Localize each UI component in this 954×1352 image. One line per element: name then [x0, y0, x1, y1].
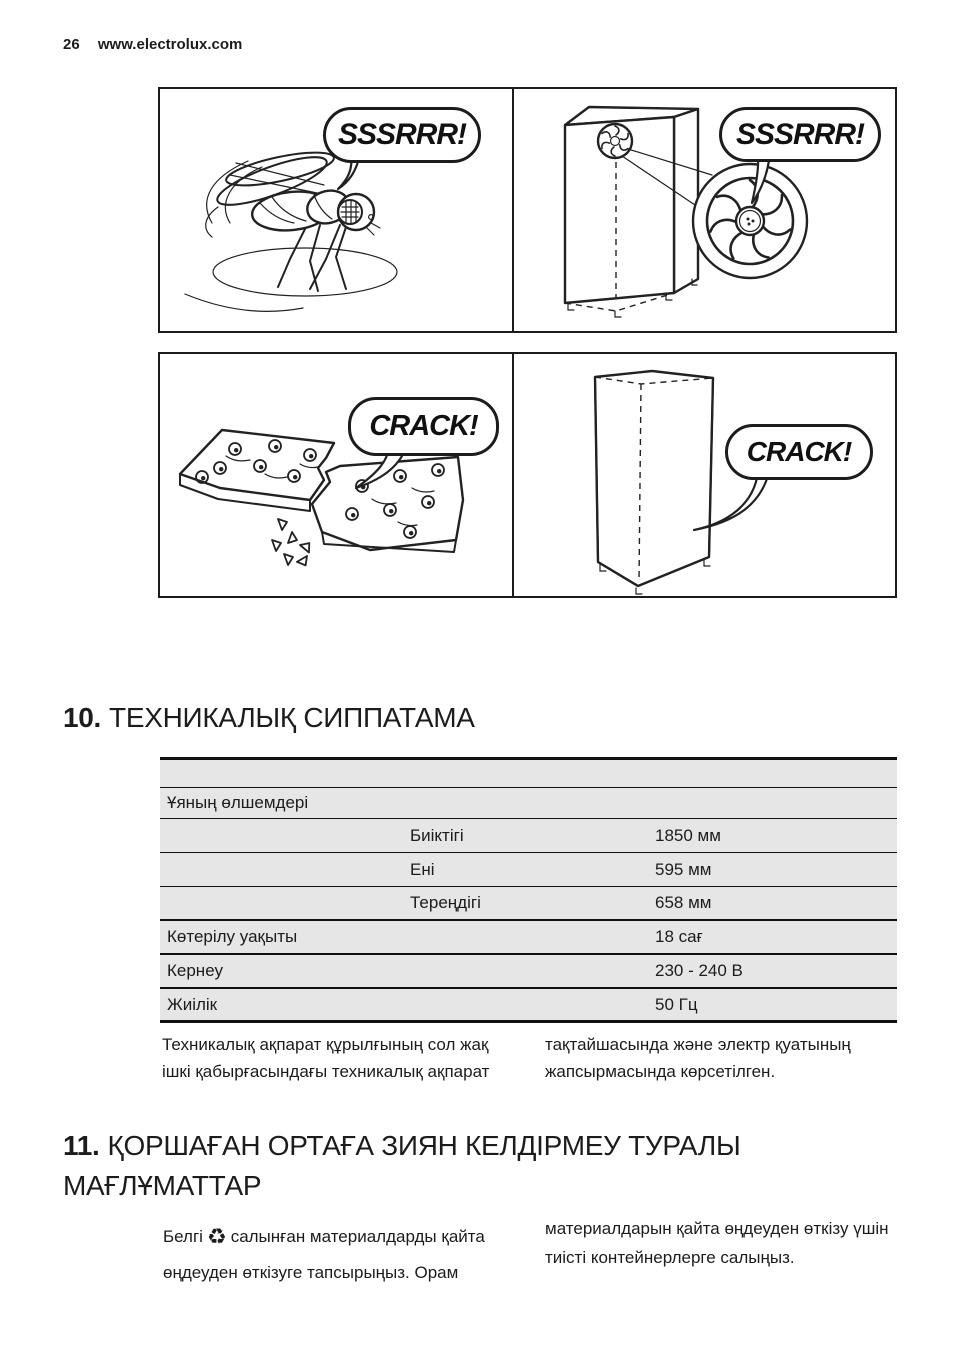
speech-bubble: CRACK!	[348, 397, 499, 456]
spec-value: 230 - 240 В	[655, 961, 743, 980]
spec-label: Жиілік	[167, 994, 218, 1014]
recycle-icon: ♻	[206, 1225, 227, 1250]
tech-note-right: тақтайшасында және электр қуатының жапсырмасында көрсетілген.	[545, 1035, 851, 1081]
cracked-cookie-illustration	[160, 354, 512, 595]
page-number: 26	[63, 36, 80, 53]
fly-legs	[278, 223, 346, 291]
table-header-band	[160, 757, 897, 787]
spec-value: 50 Гц	[655, 994, 698, 1014]
panel-divider	[512, 89, 514, 331]
fridge-icon	[595, 371, 713, 594]
environment-paragraph-right: материалдарын қайта өңдеуден өткізу үшін тиісті контейнерлерге салыңыз.	[545, 1219, 889, 1267]
section-title: ҚОРШАҒАН ОРТАҒА ЗИЯН КЕЛДІРМЕУ ТУРАЛЫ МАҒЛҰМАТТАР	[63, 1130, 741, 1201]
table-row	[160, 818, 897, 852]
section-10-heading	[63, 698, 475, 738]
table-row	[160, 852, 897, 886]
section-title: ТЕХНИКАЛЫҚ СИППАТАМА	[109, 702, 475, 733]
figure-crack-box	[158, 352, 897, 598]
para-text-start: Белгі	[163, 1227, 203, 1246]
spec-sublabel: Тереңдігі	[410, 893, 481, 912]
panel-divider	[512, 354, 514, 596]
ground-shadow	[213, 248, 397, 296]
spec-value: 18 сағ	[655, 927, 703, 946]
fan-small-icon	[598, 124, 632, 158]
table-row	[160, 919, 897, 953]
para-text-end: салынған материалдарды қайта өңдеуден өткізуге тапсырыңыз. Орам	[163, 1227, 485, 1282]
ground-arc	[185, 294, 303, 311]
spec-label: Кернеу	[167, 961, 223, 980]
spec-table	[160, 757, 897, 1023]
environment-paragraph-left	[163, 1219, 501, 1290]
fan-large-icon	[693, 164, 807, 278]
spec-value: 1850 мм	[655, 825, 721, 845]
figure-noise-box	[158, 87, 897, 333]
spec-sublabel: Биіктігі	[410, 825, 464, 845]
page-header	[63, 36, 242, 53]
section-11-heading	[63, 1126, 803, 1206]
spec-value: 658 мм	[655, 893, 712, 912]
table-row	[160, 953, 897, 987]
speech-bubble: SSSRRR!	[719, 107, 881, 162]
spec-label: Көтерілу уақыты	[167, 927, 298, 946]
spec-value: 595 мм	[655, 859, 712, 879]
table-row	[160, 987, 897, 1020]
cookie-crumbs	[272, 519, 313, 567]
site-url: www.electrolux.com	[97, 36, 243, 53]
spec-sublabel: Ені	[410, 859, 435, 879]
speech-bubble: CRACK!	[725, 424, 873, 480]
table-row	[160, 787, 897, 818]
tech-note-left: Техникалық ақпарат құрылғының сол жақ ішкі қабырғасындағы техникалық ақпарат	[162, 1035, 490, 1081]
spec-label: Ұяның өлшемдері	[167, 793, 309, 812]
speech-bubble: SSSRRR!	[323, 107, 481, 163]
fly-head	[338, 194, 380, 235]
table-row	[160, 886, 897, 919]
cookie-piece-left	[180, 430, 334, 511]
section-number: 11.	[63, 1130, 100, 1161]
section-number: 10.	[63, 702, 102, 733]
